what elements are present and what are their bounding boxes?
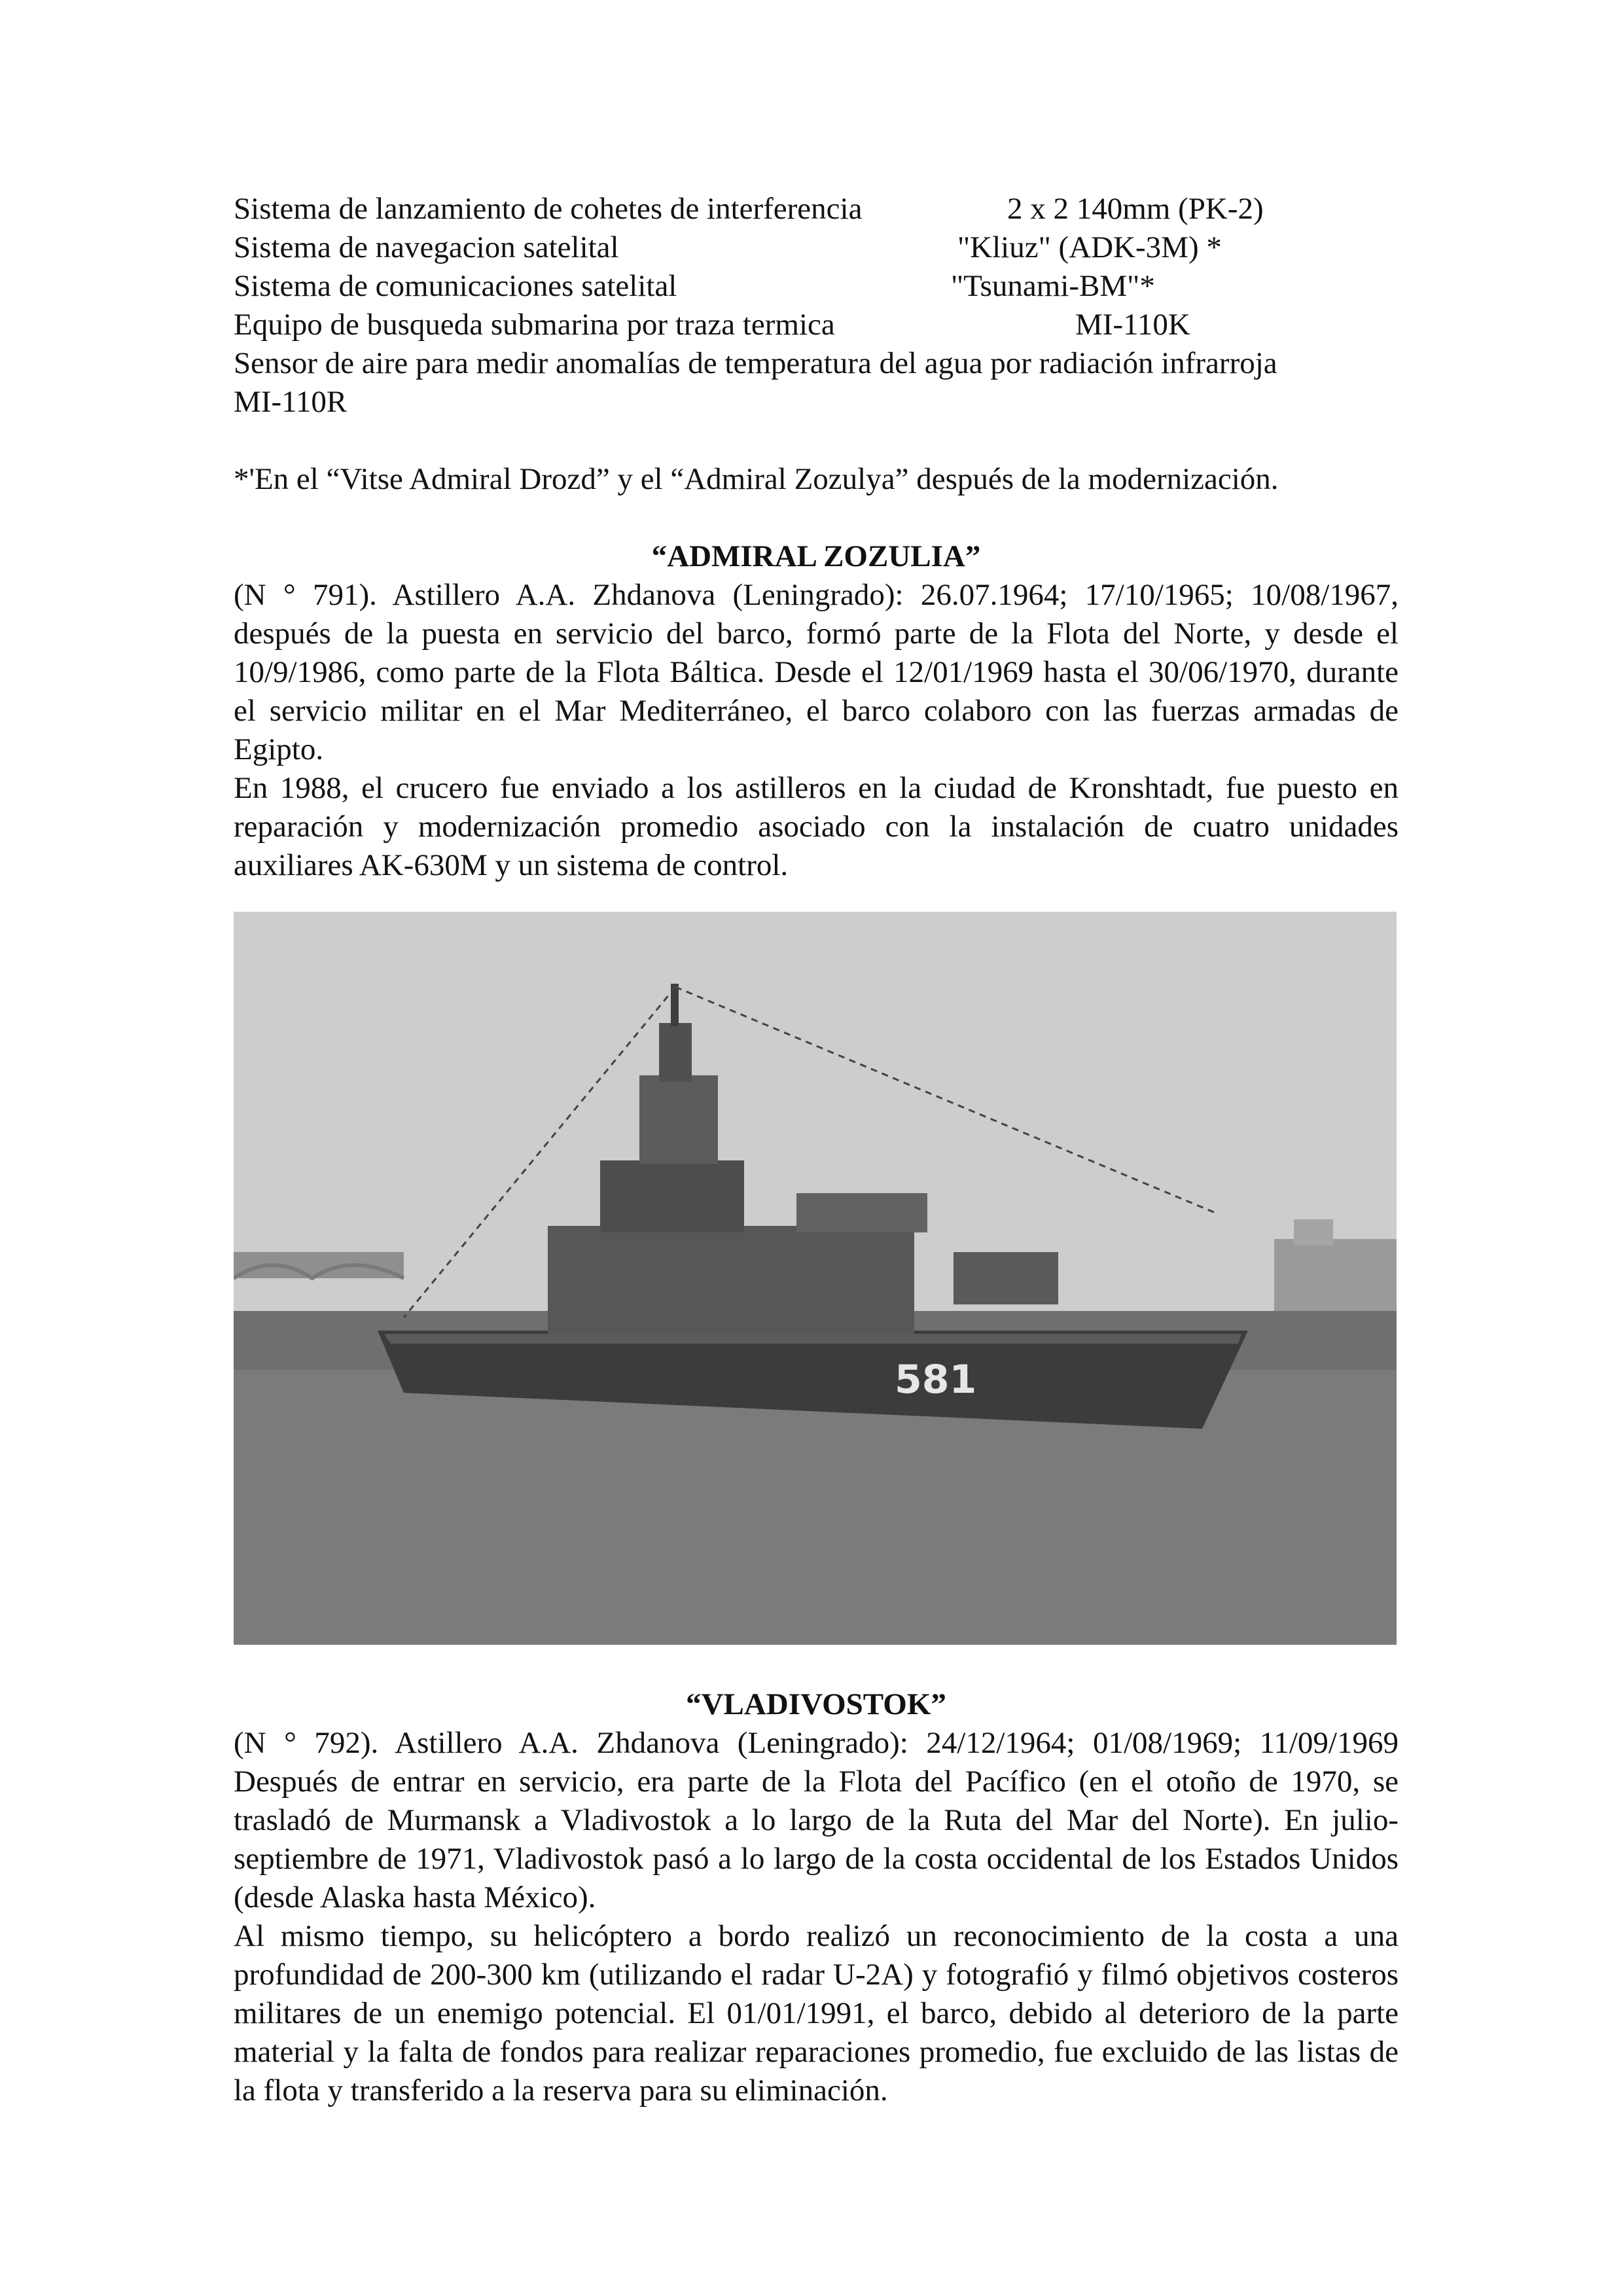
ship-photo-drawing bbox=[234, 912, 1397, 1645]
hull-number: 581 bbox=[895, 1357, 977, 1403]
spec-name: Sistema de navegacion satelital bbox=[234, 230, 619, 264]
vladivostok-title: “VLADIVOSTOK” bbox=[686, 1687, 946, 1721]
top-section bbox=[234, 190, 1399, 885]
footnote: *'En el “Vitse Admiral Drozd” y el “Admiral Zozulya” después de la modernización. bbox=[234, 462, 1279, 496]
spec-value: "Kliuz" (ADK-3M) * bbox=[957, 230, 1222, 264]
sensor-value: MI-110R bbox=[234, 385, 348, 419]
sensor-description: Sensor de aire para medir anomalías de temperatura del agua por radiación infrarroja bbox=[234, 346, 1277, 380]
vladivostok-paragraph-2: Al mismo tiempo, su helicóptero a bordo realizó un reconocimiento de la costa a una profundidad de 200-300 km (utilizando el radar U-2A) y fotografió y filmó objetivos costeros militares de un enemigo potencial. El 01/01/1991, el barco, debido al deterioro de la parte material y la falta de fondos para realizar reparaciones promedio, fue excluido de las listas de la flota y transferido a la reserva para su eliminación. bbox=[234, 1919, 1399, 2108]
spec-row bbox=[234, 228, 1399, 267]
spec-row bbox=[234, 190, 1399, 228]
spec-value: "Tsunami-BM"* bbox=[951, 269, 1155, 303]
ship-photo bbox=[234, 912, 1397, 1645]
vladivostok-paragraph-1: (N ° 792). Astillero A.A. Zhdanova (Leningrado): 24/12/1964; 01/08/1969; 11/09/1969 Después de entrar en servicio, era parte de la Flota del Pacífico (en el otoño de 1970, se trasladó de Murmansk a Vladivostok a lo largo de la Ruta del Mar del Norte). En julio-septiembre de 1971, Vladivostok pasó a lo largo de la costa occidental de los Estados Unidos (desde Alaska hasta México). bbox=[234, 1726, 1399, 1914]
zozulia-paragraph-2: En 1988, el crucero fue enviado a los astilleros en la ciudad de Kronshtadt, fue puesto en reparación y modernización promedio asociado con la instalación de cuatro unidades auxiliares AK-630M y un sistema de control. bbox=[234, 771, 1399, 882]
spec-name: Sistema de comunicaciones satelital bbox=[234, 269, 677, 303]
spec-name: Equipo de busqueda submarina por traza termica bbox=[234, 308, 835, 342]
spec-row bbox=[234, 267, 1399, 306]
spec-row bbox=[234, 306, 1399, 344]
spec-value: MI-110K bbox=[1075, 308, 1190, 342]
vladivostok-section bbox=[234, 1685, 1399, 2110]
zozulia-title: “ADMIRAL ZOZULIA” bbox=[651, 539, 981, 573]
zozulia-paragraph-1: (N ° 791). Astillero A.A. Zhdanova (Leningrado): 26.07.1964; 17/10/1965; 10/08/1967, después de la puesta en servicio del barco, formó parte de la Flota del Norte, y desde el 10/9/1986, como parte de la Flota Báltica. Desde el 12/01/1969 hasta el 30/06/1970, durante el servicio militar en el Mar Mediterráneo, el barco colaboro con las fuerzas armadas de Egipto. bbox=[234, 578, 1399, 766]
spec-name: Sistema de lanzamiento de cohetes de interferencia bbox=[234, 192, 863, 226]
spec-value: 2 x 2 140mm (PK-2) bbox=[1007, 192, 1264, 226]
